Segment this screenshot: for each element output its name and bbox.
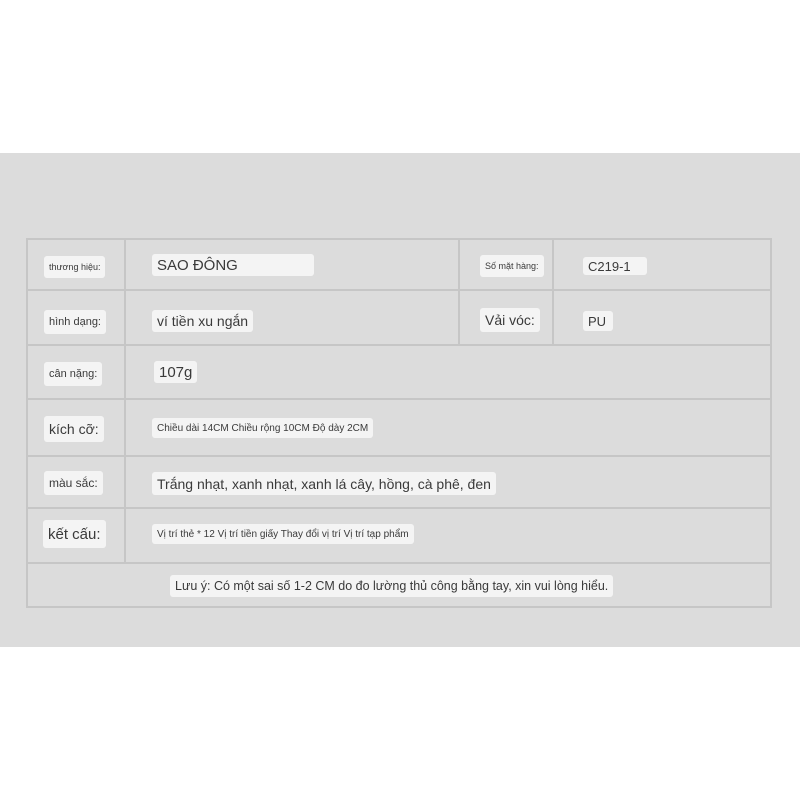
row-divider — [26, 507, 772, 509]
measurement-note: Lưu ý: Có một sai số 1-2 CM do đo lường thủ công bằng tay, xin vui lòng hiểu. — [170, 575, 613, 597]
shape-value: ví tiền xu ngắn — [152, 310, 253, 332]
size-value: Chiều dài 14CM Chiều rộng 10CM Độ dày 2CM — [152, 418, 373, 438]
brand-value: SAO ĐÔNG — [152, 254, 314, 276]
row-divider — [26, 289, 772, 291]
product-spec-table — [26, 238, 772, 608]
shape-label: hình dạng: — [44, 310, 106, 334]
row-divider — [26, 562, 772, 564]
column-divider — [124, 238, 126, 564]
material-label: Vải vóc: — [480, 308, 540, 332]
weight-value: 107g — [154, 361, 197, 383]
row-divider — [26, 398, 772, 400]
size-label: kích cỡ: — [44, 416, 104, 442]
structure-value: Vị trí thẻ * 12 Vị trí tiền giấy Thay đổi vị trí Vị trí tạp phẩm — [152, 524, 414, 544]
material-value: PU — [583, 311, 613, 331]
column-divider — [552, 238, 554, 345]
row-divider — [26, 455, 772, 457]
item-number-value: C219-1 — [583, 257, 647, 275]
item-number-label: Số mặt hàng: — [480, 255, 544, 277]
color-value: Trắng nhạt, xanh nhạt, xanh lá cây, hồng, cà phê, đen — [152, 472, 496, 495]
column-divider — [458, 238, 460, 345]
color-label: màu sắc: — [44, 471, 103, 495]
brand-label: thương hiệu: — [44, 256, 105, 278]
structure-label: kết cấu: — [43, 520, 106, 548]
row-divider — [26, 344, 772, 346]
weight-label: cân nặng: — [44, 362, 102, 386]
